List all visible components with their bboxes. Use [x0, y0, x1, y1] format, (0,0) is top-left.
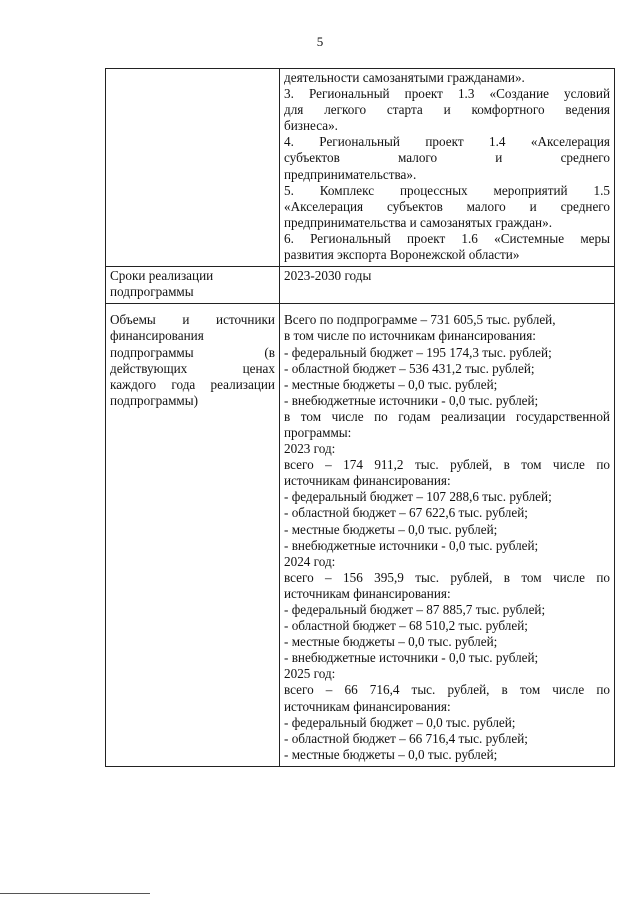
text-line: - местные бюджеты – 0,0 тыс. рублей; [284, 376, 498, 392]
text-line: - федеральный бюджет – 107 288,6 тыс. рублей; [284, 489, 552, 505]
text-line: - внебюджетные источники - 0,0 тыс. рублей; [284, 650, 539, 666]
table-row-projects [106, 69, 615, 267]
text-line: - местные бюджеты – 0,0 тыс. рублей; [284, 521, 498, 537]
text-line: - федеральный бюджет – 0,0 тыс. рублей; [284, 714, 516, 730]
text-line: - областной бюджет – 66 716,4 тыс. рублей; [284, 730, 528, 746]
footer-rule [0, 893, 150, 894]
table-row-funding [106, 304, 615, 767]
text-line: каждого года реализации [110, 376, 275, 392]
text-line: Объемы и источники [110, 312, 275, 328]
text-line: субъектов малого и среднего [284, 150, 610, 166]
text-line: - внебюджетные источники - 0,0 тыс. рублей; [284, 392, 539, 408]
text-line: источникам финансирования: [284, 473, 451, 489]
text-line: бизнеса». [284, 118, 338, 134]
text-line: программы: [284, 424, 352, 440]
text-line: развития экспорта Воронежской области» [284, 247, 520, 263]
text-line: всего – 66 716,4 тыс. рублей, в том числе по [284, 682, 610, 698]
cell-projects-list [280, 69, 615, 267]
cell-timeline-label [106, 267, 280, 304]
text-line: Сроки реализации [110, 268, 214, 284]
text-line: 2024 год: [284, 553, 336, 569]
text-line: финансирования [110, 328, 204, 344]
text-line: - федеральный бюджет – 87 885,7 тыс. рублей; [284, 602, 546, 617]
text-line: 6. Региональный проект 1.6 «Системные меры [284, 230, 610, 246]
text-line: - областной бюджет – 536 431,2 тыс. рублей; [284, 360, 535, 376]
text-line: 5. Комплекс процессных мероприятий 1.5 [284, 182, 610, 198]
text-line: - местные бюджеты – 0,0 тыс. рублей; [284, 746, 498, 762]
text-line: подпрограммы) [110, 392, 199, 408]
table-row-timeline [106, 267, 615, 304]
text-line: в том числе по источникам финансирования: [284, 328, 536, 344]
text-line: предпринимательства и самозанятых граждан». [284, 214, 552, 230]
page-number: 5 [316, 34, 324, 49]
text-line: действующих ценах [110, 360, 275, 376]
text-line: - местные бюджеты – 0,0 тыс. рублей; [284, 634, 498, 650]
text-line: 4. Региональный проект 1.4 «Акселерация [284, 134, 610, 150]
cell-timeline-value: 2023-2030 годы [280, 267, 615, 304]
text-line: всего – 174 911,2 тыс. рублей, в том числе по [284, 457, 610, 473]
text-line: - областной бюджет – 67 622,6 тыс. рублей; [284, 505, 528, 521]
text-line: всего – 156 395,9 тыс. рублей, в том числе по [284, 569, 610, 585]
text-line: подпрограммы [110, 284, 194, 300]
text-line: предпринимательства». [284, 166, 417, 182]
passport-table [105, 68, 615, 767]
text-line: 3. Региональный проект 1.3 «Создание условий [284, 86, 610, 102]
cell-projects-label [106, 69, 280, 267]
text-line: - федеральный бюджет – 195 174,3 тыс. рублей; [284, 344, 552, 360]
text-line: источникам финансирования: [284, 585, 451, 601]
text-line: «Акселерация субъектов малого и среднего [284, 198, 610, 214]
text-line: - областной бюджет – 68 510,2 тыс. рублей; [284, 618, 528, 634]
text-line: Всего по подпрограмме – 731 605,5 тыс. рублей, [284, 312, 556, 328]
text-line: в том числе по годам реализации государственной [284, 408, 610, 424]
text-line: для легкого старта и комфортного ведения [284, 102, 610, 118]
text-line: - внебюджетные источники - 0,0 тыс. рублей; [284, 537, 539, 553]
text-line: 2025 год: [284, 666, 336, 682]
text-line: 2023 год: [284, 441, 336, 457]
text-line: подпрограммы (в [110, 344, 275, 360]
cell-funding-label [106, 304, 280, 767]
cell-funding-details [280, 304, 615, 767]
text-line: источникам финансирования: [284, 698, 451, 714]
text-line: деятельности самозанятыми гражданами». [284, 70, 525, 85]
